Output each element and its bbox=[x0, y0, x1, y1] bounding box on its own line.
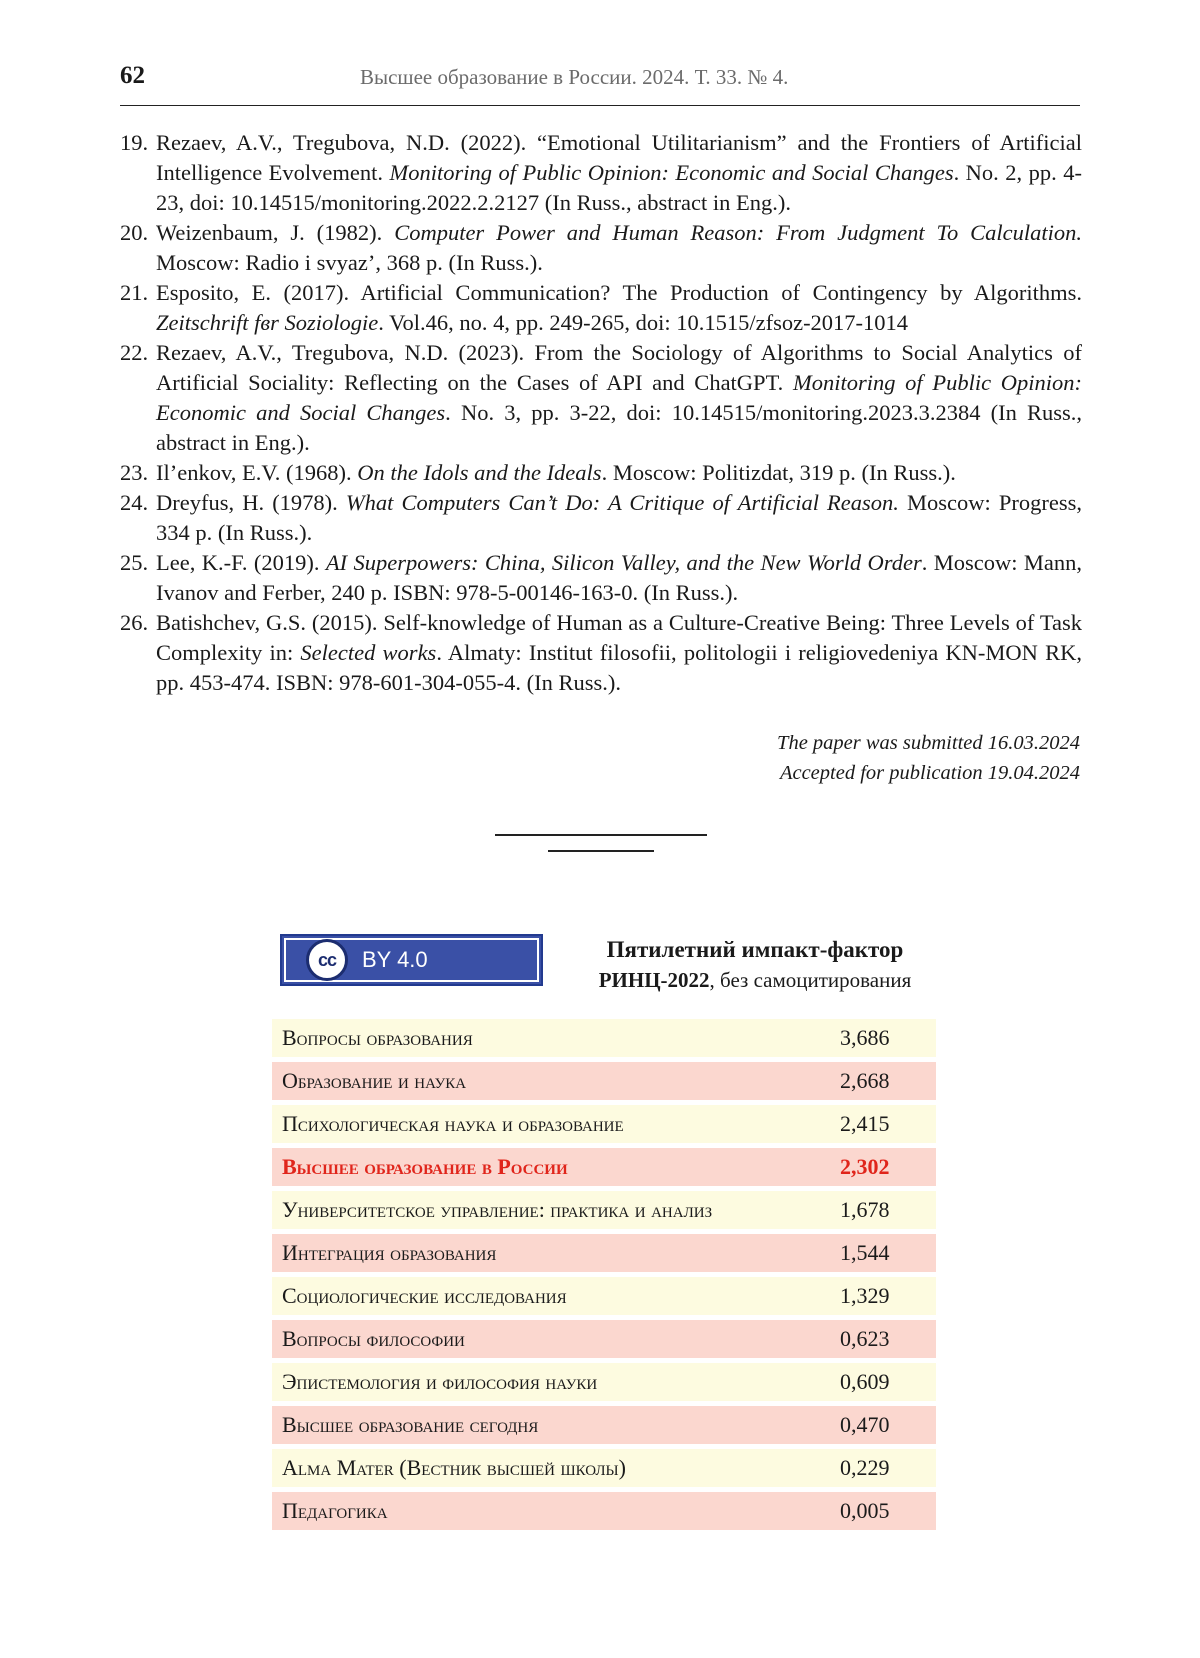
table-row bbox=[272, 1449, 936, 1487]
journal-name: Вопросы образования bbox=[272, 1019, 840, 1057]
impact-value: 3,686 bbox=[840, 1019, 936, 1057]
impact-table-body bbox=[272, 1019, 936, 1530]
impact-title-rinc: РИНЦ-2022 bbox=[598, 968, 710, 992]
reference-number: 21. bbox=[120, 280, 149, 305]
impact-value: 0,623 bbox=[840, 1320, 936, 1358]
table-row bbox=[272, 1492, 936, 1530]
table-row bbox=[272, 1062, 936, 1100]
journal-name: Alma Mater (Вестник высшей школы) bbox=[272, 1449, 840, 1487]
reference-text: Batishchev, G.S. (2015). Self-knowledge of Human as a Culture-Creative Being: Three Levels of Task Complexity in: bbox=[156, 610, 1082, 665]
reference-text: . Moscow: Mann, Ivanov and Ferber, 240 p. ISBN: 978-5-00146-163-0. (In Russ.). bbox=[156, 550, 1082, 605]
reference-number: 23. bbox=[120, 460, 149, 485]
table-row bbox=[272, 1234, 936, 1272]
reference-source-title: AI Superpowers: China, Silicon Valley, and the New World Order bbox=[325, 550, 922, 575]
reference-number: 25. bbox=[120, 550, 149, 575]
reference-list bbox=[120, 128, 1082, 698]
license-label: BY 4.0 bbox=[362, 947, 428, 972]
separator-long bbox=[495, 834, 707, 836]
reference-text: . Almaty: Institut filosofii, politologii i religiovedeniya KN-MON RK, pp. 453-474. ISBN: 978-601-304-055-4. (In Russ.). bbox=[156, 640, 1082, 695]
reference-item bbox=[120, 338, 1082, 458]
reference-number: 26. bbox=[120, 610, 149, 635]
reference-text: . No. 3, pp. 3-22, doi: 10.14515/monitoring.2023.3.2384 (In Russ., abstract in Eng.). bbox=[156, 400, 1082, 455]
journal-name: Социологические исследования bbox=[272, 1277, 840, 1315]
reference-source-title: What Computers Can’t Do: A Critique of Artificial Reason. bbox=[345, 490, 899, 515]
reference-text: Moscow: Progress, 334 p. (In Russ.). bbox=[156, 490, 1083, 545]
impact-title-line2 bbox=[560, 965, 950, 996]
reference-number: 22. bbox=[120, 340, 149, 365]
journal-name: Высшее образование в России bbox=[272, 1148, 840, 1186]
journal-name: Образование и наука bbox=[272, 1062, 840, 1100]
table-row-highlighted bbox=[272, 1148, 936, 1186]
reference-item bbox=[120, 548, 1082, 608]
reference-text: Rezaev, A.V., Tregubova, N.D. (2022). “Emotional Utilitarianism” and the Frontiers of Artificial Intelligence Evolvement. bbox=[156, 130, 1082, 185]
impact-value: 2,415 bbox=[840, 1105, 936, 1143]
reference-number: 20. bbox=[120, 220, 149, 245]
reference-source-title: Zeitschrift fвr Soziologie bbox=[156, 310, 379, 335]
reference-text: . No. 2, pp. 4-23, doi: 10.14515/monitoring.2022.2.2127 (In Russ., abstract in Eng.). bbox=[156, 160, 1082, 215]
reference-item bbox=[120, 278, 1082, 338]
separator-short bbox=[548, 850, 654, 852]
reference-item bbox=[120, 128, 1082, 218]
reference-text: Weizenbaum, J. (1982). bbox=[156, 220, 395, 245]
impact-value: 2,302 bbox=[840, 1148, 936, 1186]
reference-source-title: Computer Power and Human Reason: From Judgment To Calculation. bbox=[394, 220, 1083, 245]
page-header bbox=[120, 58, 1080, 106]
journal-name: Вопросы философии bbox=[272, 1320, 840, 1358]
journal-name: Высшее образование сегодня bbox=[272, 1406, 840, 1444]
submitted-date: The paper was submitted 16.03.2024 bbox=[777, 732, 1080, 754]
reference-text: Moscow: Radio i svyaz’, 368 p. (In Russ.). bbox=[156, 250, 543, 275]
reference-text: Dreyfus, H. (1978). bbox=[156, 490, 346, 515]
reference-text: . Moscow: Politizdat, 319 p. (In Russ.). bbox=[601, 460, 956, 485]
table-row bbox=[272, 1363, 936, 1401]
cc-license-badge bbox=[280, 934, 543, 986]
journal-name: Университетское управление: практика и анализ bbox=[272, 1191, 840, 1229]
impact-value: 0,005 bbox=[840, 1492, 936, 1530]
reference-item bbox=[120, 608, 1082, 698]
impact-value: 1,329 bbox=[840, 1277, 936, 1315]
reference-source-title: Selected works bbox=[300, 640, 437, 665]
reference-text: Il’enkov, E.V. (1968). bbox=[156, 460, 358, 485]
table-row bbox=[272, 1320, 936, 1358]
reference-number: 24. bbox=[120, 490, 149, 515]
table-row bbox=[272, 1191, 936, 1229]
page-number: 62 bbox=[120, 62, 145, 89]
table-row bbox=[272, 1019, 936, 1057]
reference-text: Rezaev, A.V., Tregubova, N.D. (2023). From the Sociology of Algorithms to Social Analytics of Artificial Sociality: Reflecting on the Cases of API and ChatGPT. bbox=[156, 340, 1082, 395]
cc-badge-inner bbox=[284, 938, 539, 982]
reference-text: . Vol.46, no. 4, pp. 249-265, doi: 10.1515/zfsoz-2017-1014 bbox=[378, 310, 909, 335]
table-row bbox=[272, 1406, 936, 1444]
impact-factor-table bbox=[272, 1014, 936, 1535]
cc-icon: cc bbox=[306, 939, 348, 981]
submission-dates bbox=[580, 728, 1080, 788]
impact-value: 0,229 bbox=[840, 1449, 936, 1487]
reference-number: 19. bbox=[120, 130, 149, 155]
impact-value: 1,544 bbox=[840, 1234, 936, 1272]
reference-item bbox=[120, 488, 1082, 548]
journal-name: Интеграция образования bbox=[272, 1234, 840, 1272]
journal-name: Эпистемология и философия науки bbox=[272, 1363, 840, 1401]
reference-item bbox=[120, 218, 1082, 278]
table-row bbox=[272, 1105, 936, 1143]
reference-text: Lee, K.-F. (2019). bbox=[156, 550, 326, 575]
journal-name: Педагогика bbox=[272, 1492, 840, 1530]
impact-value: 2,668 bbox=[840, 1062, 936, 1100]
table-row bbox=[272, 1277, 936, 1315]
running-title: Высшее образование в России. 2024. Т. 33. № 4. bbox=[360, 65, 789, 89]
reference-text: Esposito, E. (2017). Artificial Communication? The Production of Contingency by Algorithms. bbox=[156, 280, 1082, 305]
impact-value: 0,609 bbox=[840, 1363, 936, 1401]
impact-factor-title bbox=[560, 934, 950, 996]
impact-title-rest: , без самоцитирования bbox=[709, 968, 912, 992]
reference-source-title: On the Idols and the Ideals bbox=[357, 460, 602, 485]
reference-item bbox=[120, 458, 1082, 488]
impact-value: 1,678 bbox=[840, 1191, 936, 1229]
journal-name: Психологическая наука и образование bbox=[272, 1105, 840, 1143]
accepted-date: Accepted for publication 19.04.2024 bbox=[779, 762, 1080, 784]
impact-title-line1: Пятилетний импакт-фактор bbox=[606, 937, 904, 962]
reference-source-title: Monitoring of Public Opinion: Economic and Social Changes bbox=[389, 160, 954, 185]
reference-source-title: Monitoring of Public Opinion: Economic and Social Changes bbox=[156, 370, 1082, 425]
impact-value: 0,470 bbox=[840, 1406, 936, 1444]
